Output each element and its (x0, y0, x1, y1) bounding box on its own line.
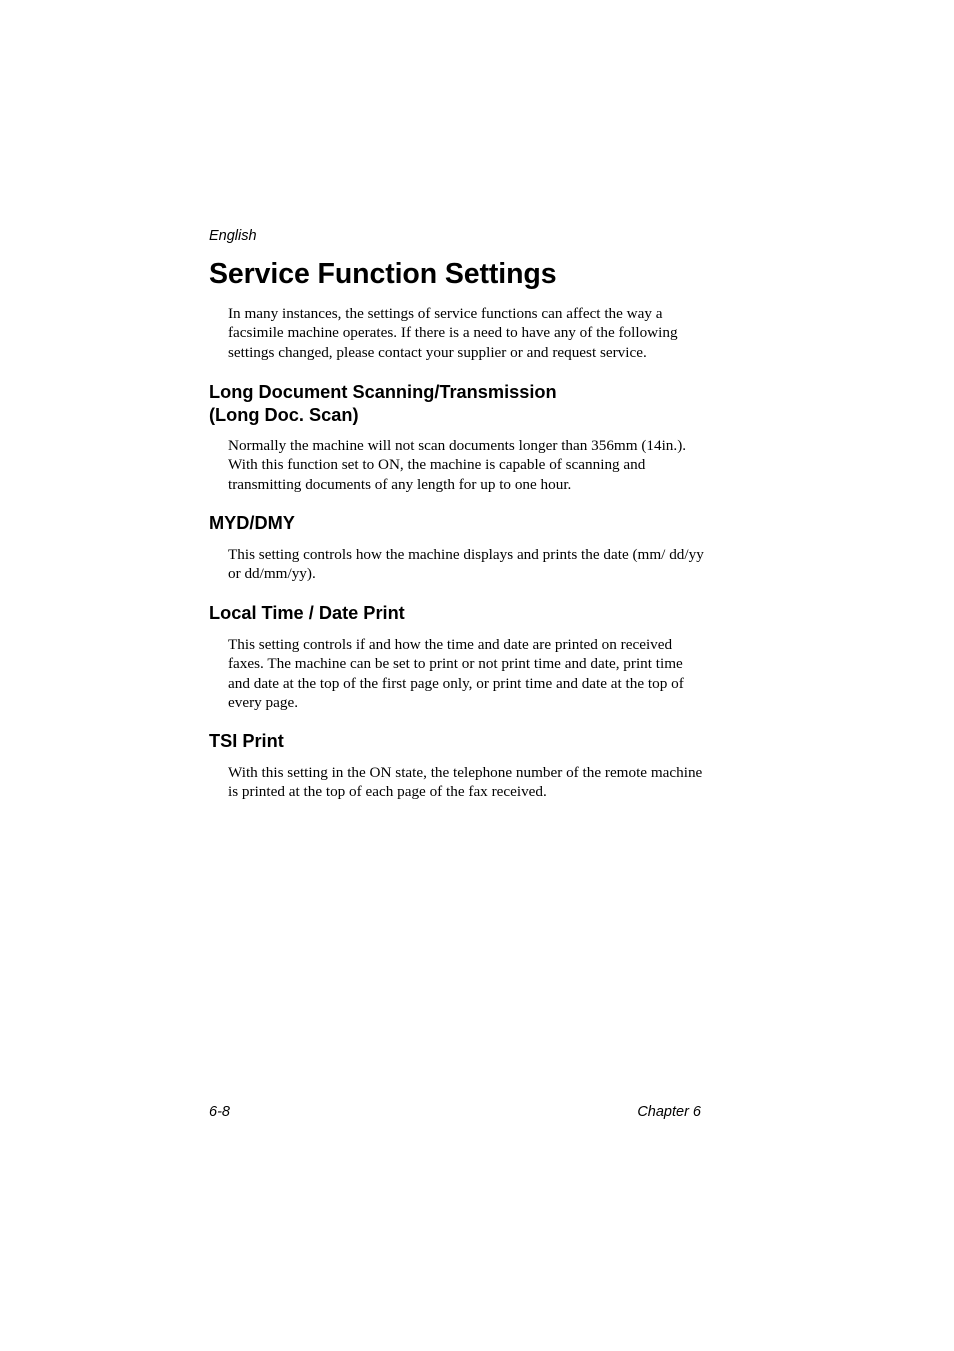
section-body-long-doc-scan: Normally the machine will not scan documents longer than 356mm (14in.). With this function set to ON, the machine is capable of scanning and transmitting documents of any length for up to one hour. (228, 437, 687, 493)
page-number: 6-8 (209, 1104, 230, 1120)
section-body-local-time-date-print: This setting controls if and how the time and date are printed on received faxes. The machine can be set to print or not print time and date, print time and date at the top of the first page only, or print time and date at the top of every page. (228, 636, 684, 712)
section-body-myd-dmy: This setting controls how the machine displays and prints the date (mm/ dd/yy or dd/mm/yy). (228, 546, 704, 583)
language-label: English (209, 228, 257, 244)
intro-paragraph: In many instances, the settings of service functions can affect the way a facsimile machine operates. If there is a need to have any of the following settings changed, please contact your supplier or and request service. (228, 305, 678, 361)
section-heading-local-time-date-print: Local Time / Date Print (209, 603, 405, 623)
section-heading-tsi-print: TSI Print (209, 731, 284, 751)
section-heading-myd-dmy: MYD/DMY (209, 513, 295, 533)
chapter-label: Chapter 6 (637, 1104, 701, 1120)
section-heading-line: Long Document Scanning/Transmission (209, 382, 557, 402)
page-title: Service Function Settings (209, 258, 557, 290)
section-heading-long-doc-scan (209, 381, 557, 426)
section-body-tsi-print: With this setting in the ON state, the telephone number of the remote machine is printed at the top of each page of the fax received. (228, 764, 703, 801)
section-heading-line: (Long Doc. Scan) (209, 404, 359, 425)
